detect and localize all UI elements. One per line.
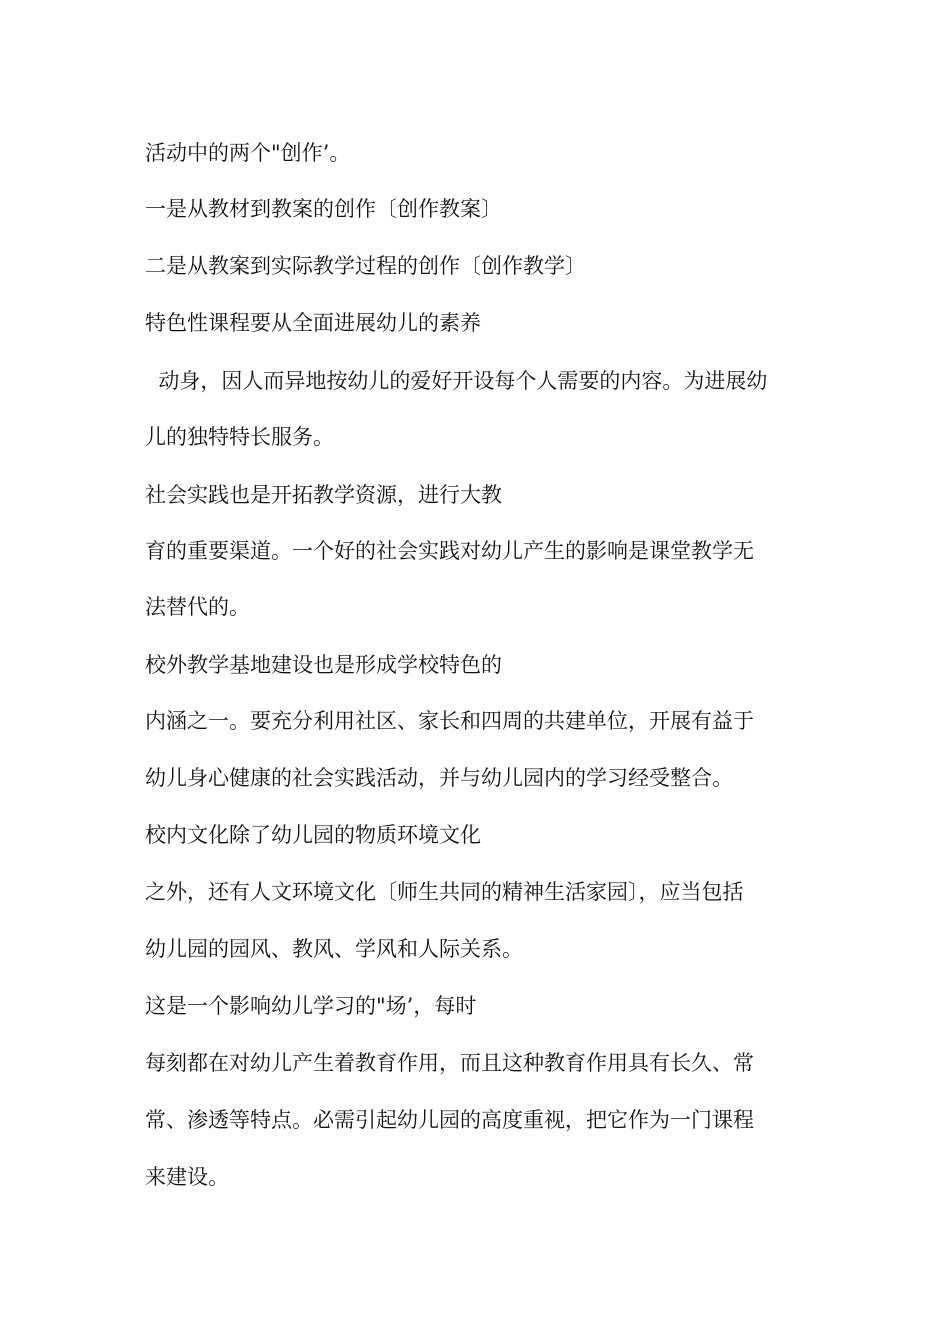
- text-line: 法替代的。: [145, 595, 250, 619]
- text-line: 一是从教材到教案的创作〔创作教案〕: [145, 197, 502, 221]
- text-line: 校内文化除了幼儿园的物质环境文化: [145, 823, 481, 847]
- text-line: 之外，还有人文环境文化〔师生共同的精神生活家园〕，应当包括: [145, 880, 744, 904]
- text-line: 这是一个影响幼儿学习的"场’，每时: [145, 994, 477, 1018]
- text-line: 来建设。: [145, 1165, 229, 1189]
- text-line: 活动中的两个"创作’。: [145, 141, 351, 165]
- text-line: 育的重要渠道。一个好的社会实践对幼儿产生的影响是课堂教学无: [145, 539, 754, 563]
- text-line: 二是从教案到实际教学过程的创作〔创作教学〕: [145, 254, 586, 278]
- text-line: 特色性课程要从全面进展幼儿的素养: [145, 311, 481, 335]
- text-line: 每刻都在对幼儿产生着教育作用，而且这种教育作用具有长久、常: [145, 1051, 754, 1075]
- text-line: 校外教学基地建设也是形成学校特色的: [145, 653, 502, 677]
- text-line: 幼儿身心健康的社会实践活动，并与幼儿园内的学习经受整合。: [145, 766, 733, 790]
- text-line: 内涵之一。要充分利用社区、家长和四周的共建单位，开展有益于: [145, 709, 754, 733]
- text-line: 动身，因人而异地按幼儿的爱好开设每个人需要的内容。为进展幼: [145, 369, 768, 393]
- text-line: 儿的独特特长服务。: [145, 425, 334, 449]
- text-line: 社会实践也是开拓教学资源，进行大教: [145, 483, 502, 507]
- text-line: 幼儿园的园风、教风、学风和人际关系。: [145, 937, 523, 961]
- text-line: 常、渗透等特点。必需引起幼儿园的高度重视，把它作为一门课程: [145, 1108, 754, 1132]
